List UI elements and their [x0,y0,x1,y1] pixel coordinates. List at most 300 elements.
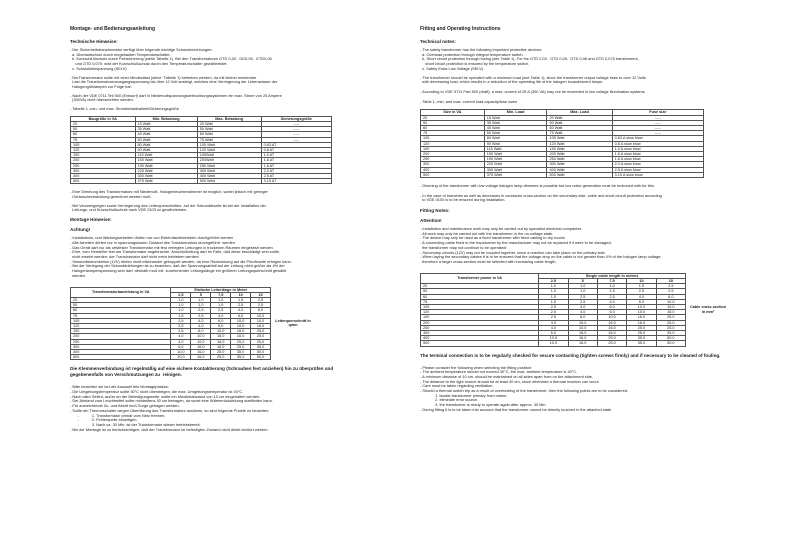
column-header: 5 [568,278,597,283]
table-cell: 250 [421,325,539,330]
table-cell: 1,0 [171,303,191,308]
table-cell: 1,0 [191,297,211,302]
table-cell: 0,8 AT [261,147,331,152]
table-cell: 120 Watt [547,141,612,146]
min-load-paragraph: - DerTransformator sollte mit einer Mindestlast (siehe Tabelle 1) betrieben werden, da mit kleiner werdender Last die Transformatorenausgangsspannung bis über 12 Volt ansteigt, welches eine Verringerung der Lebensdauer der Halogenglühlampen zur Folge hat. [70,74,278,89]
cable-cross-section-table [70,287,315,361]
table-cell: 190 Watt [484,157,547,162]
table-cell: 16.0 [597,330,626,335]
table-cell: 4.0 [597,299,626,304]
table-cell: 150 Watt [135,158,197,163]
table-cell: 50 Watt [547,120,612,125]
table-cell: 10.0 [597,315,626,320]
table-cell: 0.63 A slow blow [612,136,703,141]
table-cell: 2.0 A slow blow [612,162,703,167]
table-cell: 75 [71,137,136,142]
max-current-paragraph: - Nach der VDE 0711 Teil 500 (Entwurf) darf in Niedervoltspannungsbeleuchtungssystemen ein max. Strom von 25 Ampere (300VA) nicht überschritten werden. [70,92,282,103]
list-item: - Nach allen Seiten, außer an der Befestigungsseite, sollte ein Mindestabstand von 10 cm eingehalten werden. [70,393,261,399]
table-cell: 60 [71,132,136,137]
table-cell: 10,0 [251,313,271,318]
table-cell: 45 Watt [484,125,547,130]
table-cell: 25,0 [231,339,251,344]
list-item: - All work may only be carried out with the transformer in the no-voltage state. [420,230,554,236]
table-cell: 2,5 [191,313,211,318]
table-cell: 1.0 [539,294,568,299]
list-item: werden. [70,272,87,278]
table-cell: 80 Watt [135,142,197,147]
table-cell: 35 Watt [135,127,197,132]
table-cell: 3,15 AT [261,179,331,184]
column-header: Einfache Leiterlänge in Meter [171,287,271,292]
german-column [70,26,400,432]
max-current-paragraph: - According to VDE 0711 Part 500 (draft), a max. current of 25 A (300 VA) may not be exceeded in low voltage illumination systems. [420,88,646,94]
list-item: - The ambient temperature should not exceed 30°C, the max. ambient temperature is 40°C. [420,369,578,375]
list-item: - During fitting it is to be taken into account that the transformer cannot be directly touched in the attached state. [420,406,613,412]
table-cell: ----- [612,125,703,130]
table-cell: 16,0 [191,349,211,354]
technical-notes-list [70,48,400,72]
table-cell: 10,0 [231,318,251,323]
table-cell: 2,5 [171,329,191,334]
table-cell: 4,0 [171,339,191,344]
column-header: 7,5 [211,292,231,297]
table-cell: 4.0 [627,294,656,299]
list-item: - Care must be taken regarding ventilation. [420,383,494,389]
table-cell: 6,0 [191,329,211,334]
table1-caption: - Tabelle 1.-min. und max. Strombelastbarkeit/Sicherungsgröße [70,106,179,112]
column-header: 5 [191,292,211,297]
table-cell: 500 [421,172,485,177]
list-item: short circuit protection is ensured by the temperature switch. [420,61,530,67]
table-cell: ----- [612,120,703,125]
list-item: - Sollte ein Thermoschalter wegen Überhitzung des Transformators auslösen, so sind folgende Punkte zu beachten: [70,407,270,413]
table-cell: 200 [71,334,171,339]
column-header: Transformer power in VA [421,273,539,283]
column-header: 7.5 [597,278,626,283]
list-item: - The distance to the light source should be at least 30 cm, since otherwise a thermal reaction can occur. [420,378,600,384]
fitting-notes-list [70,236,400,278]
table-cell: 300 [421,162,485,167]
column-header: Max. Load [547,110,612,115]
list-item: - Alle Arbeiten dürfen nur in spannungslosem Zustand des Transformators durchgeführt werden. [70,239,237,245]
column-header: 15 [656,278,685,283]
table-cell: 50 [421,120,485,125]
table-cell: 75 [421,131,485,136]
table-cell: 16,0 [231,334,251,339]
table-cell: 6.0 [568,315,597,320]
fitting-position-list [420,366,795,413]
table-cell: 2.5 [597,294,626,299]
list-item: - When laying the secondary cables it is to be ensured that the voltage drop on the cable is not greater than 4% of the halogen lamp voltage; [420,254,662,260]
table-cell: 190 Watt [135,163,197,168]
table-cell: 0.8 A slow blow [612,141,703,146]
column-header: 10 [231,292,251,297]
list-item: - Für ausreichende Zu- und Abluft muß Sorge getragen werden. [70,403,180,409]
dimming-paragraph: - Dimming of the transformer with low voltage halogen lamp dimmers is possible but low noise generation must be reckoned with for this. [420,182,655,188]
table-row [421,341,731,346]
table-cell: 150 [421,315,539,320]
table-cell: 6.0 [597,310,626,315]
table-cell: 1,0 [191,303,211,308]
table-cell: 25.0 [597,336,626,341]
table-cell: 375 Watt [135,179,197,184]
table-cell: 200 [421,320,539,325]
table-cell: 25.0 [597,341,626,346]
table-cell: ----- [261,132,331,137]
column-header: Min. Belastung [135,116,197,121]
table-cell: 150 Watt [484,151,547,156]
table-cell: 500 [421,341,539,346]
table-cell: 1,5 [231,297,251,302]
table-cell: 50 Watt [484,131,547,136]
table-cell: 4,0 [211,313,231,318]
table-cell: 60 [71,308,171,313]
list-item: - Bitte beachten sie bei der Auswahl des Montageplatzes: [70,384,169,390]
table-cell: 10.0 [568,320,597,325]
table-cell: 6,0 [211,318,231,323]
table-cell: 2.5 [656,289,685,294]
table-cell: 200 [71,158,136,163]
table-cell: ----- [261,121,331,126]
table-cell: 500 Watt [197,179,261,184]
table-cell: 15 Watt [484,115,547,120]
list-item: - Installation and maintenance work may only be carried out by specialist electrical companies [420,226,582,232]
list-item: - A connecting cable fixed to the transformer by the manufacturer may not be replaced if it were to be damaged; [420,240,612,246]
table-cell: 1.5 [539,299,568,304]
table-cell: 10.0 [539,336,568,341]
table-cell: 105 Watt [197,142,261,147]
table-cell: 1.6 A slow blow [612,157,703,162]
column-header: Baugröße in VA [71,116,136,121]
technical-notes-heading: Technical notes: [420,39,456,44]
table-cell: 16,0 [251,323,271,328]
list-item: a. Überlastschutz durch eingebauten Temperaturschalter. [70,51,171,57]
table-cell: 50 Watt [197,127,261,132]
table-cell: 1.0 [568,284,597,289]
english-column [420,26,795,413]
table-cell: 400 Watt [197,173,261,178]
table-cell: 300 [71,168,136,173]
table-cell: 50 Watt [135,137,197,142]
table-cell: 50,0 [251,349,271,354]
table-cell: 16.0 [568,330,597,335]
table-cell: 2.5 A slow blow [612,167,703,172]
table-cell: 105 [71,142,136,147]
table-cell: 16,0 [211,339,231,344]
table-cell: ----- [261,137,331,142]
table-cell: 1,0 [171,297,191,302]
table-cell: 20 Watt [547,115,612,120]
table-cell: 35,0 [251,344,271,349]
column-header: Single cable length in metres [539,273,686,278]
table-cell: 6.0 [627,299,656,304]
table-cell: 20 [71,121,136,126]
load-fuse-table [420,109,704,178]
table-cell: 16.0 [568,336,597,341]
list-item: b. Kurzschlußschutz durch Feinsicherung (siehe Tabelle 1). Bei den Transformatoren GTD 0,02, GD0,05, GTD0,06 [70,56,272,62]
list-item: - The device may only be used as a fixed transformer with fixed cabling in dry rooms [420,235,565,241]
list-item: - Should a thermal switch trip as a result of overheating of the transformer, then the following points are to be considered: [420,388,629,394]
dimming-paragraph: - Eine Dimmung des Transformators mit Niedervolt- Halogenleuchtendimmer ist möglich, wobei jedoch mit geringer Geräuschentwicklung gerechnet werden muß. [70,189,268,200]
table-cell: 1.0 [568,289,597,294]
table-cell: 2,5 [251,303,271,308]
terminal-check-heading: The terminal connection is to be regularly checked for secure contacting (tighten screws firmly) and if necessary to be cleaned of fouling. [420,352,721,358]
table-cell: 400 [71,349,171,354]
table-cell: 16.0 [597,325,626,330]
attention-heading: Attention! [420,218,442,224]
table-cell: 250 [71,339,171,344]
table-cell: 25.0 [656,325,685,330]
table-cell: 200 [421,151,485,156]
list-item: - Installations- und Wartungsarbeiten dürfen nur von Elektrofachbetrieben durchgeführt werden [70,235,234,241]
table-cell: 16.0 [656,310,685,315]
table-cell: 2.5 [568,294,597,299]
table-cell: 10.0 [539,341,568,346]
table-cell: 45 Watt [135,132,197,137]
table-cell: 115 Watt [484,146,547,151]
cross-section-label: Leiterquerschnitt in qmm [275,319,311,328]
table-cell: 120 Watt [197,147,261,152]
table-cell: 75 [71,313,171,318]
table-cell: 120 [421,141,485,146]
table-cell: ----- [612,131,703,136]
table-cell: 6,0 [251,308,271,313]
attention-heading: Achtung! [70,227,91,233]
table-cell: 2.5 [539,315,568,320]
table-cell: 90 Watt [484,141,547,146]
table-cell: 16.0 [627,315,656,320]
min-load-paragraph: - The transformer should be operated with a minimum load (see Table 1), since the transformer output voltage rises to over 12 Volts with decreasing load, which results in a reduction of the operating life of the halogen incandescent lamps. [420,74,646,85]
table-cell: 50 [71,127,136,132]
table-cell: 400 [421,167,485,172]
table-cell: 2,5 AT [261,173,331,178]
table-cell: 6.0 [656,294,685,299]
table-cell: 16,0 [211,344,231,349]
technical-notes-heading: Technische Hinweise: [70,39,118,44]
table-cell: 4.0 [568,304,597,309]
table-cell: 120 [71,323,171,328]
list-item: 1. isolate transformer primary from mains. [420,392,508,398]
table-cell: 20 [71,297,171,302]
table-cell: 375 Watt [484,172,547,177]
table-cell: 35 Watt [484,120,547,125]
table-cell: 6,0 [211,323,231,328]
table-cell: 150 [71,153,136,158]
table-cell: 25,0 [251,329,271,334]
column-header: 2.5 [539,278,568,283]
table-cell: 2,5 [171,323,191,328]
column-header: 2,5 [171,292,191,297]
column-header: Min. Load [484,110,547,115]
column-header: 15 [251,292,271,297]
list-item: und GTD 0,075 wird der Kurzschlußschutz durch den Temperaturschalter gewährleistet. [70,61,228,67]
table-cell: 1.0 [539,289,568,294]
table-cell: 2.5 [627,289,656,294]
table-cell: 1,0 [171,308,191,313]
table-cell: 16,0 [191,344,211,349]
table-cell: 120 [71,147,136,152]
table-cell: 2,5 [251,297,271,302]
list-item: - Sekundärstromkreise (12V) dürfen nicht miteinander gekoppelt werden, da eine Rückwirkung auf die Primärseite erfolgen kann. [70,258,292,264]
table-cell: 300 [421,330,539,335]
column-header: Fuse size [612,110,703,115]
table-row [421,172,704,177]
table-cell: 35,0 [231,349,251,354]
table-cell: 35,0 [231,355,251,360]
fitting-notes-heading: Montage Hinweise: [70,217,112,223]
table-cell: 25,0 [211,355,231,360]
table-cell: 4.0 [539,320,568,325]
table-cell: 50 [421,289,539,294]
table-cell: 150 Watt [547,146,612,151]
table-cell: 25,0 [231,344,251,349]
table-cell: 25,0 [211,349,231,354]
list-item: - Secondary circuits (12V) may not be coupled together, since a reaction can take place on the primary side. [420,249,606,255]
list-item: Halogenlampenspannung sein darf; deshalb muß mit zunehmender Leitungslänge ein größerer Leitungsquerschnitt gewählt [70,268,287,274]
table-cell: 225 Watt [484,162,547,167]
table-cell: 225 Watt [135,168,197,173]
table-cell: 35.0 [627,341,656,346]
table-cell: 1.0 [597,284,626,289]
table-cell: 16.0 [597,320,626,325]
table-cell: 60 [421,125,485,130]
table-cell: 1.5 [597,289,626,294]
list-item: 3. the transformer is ready to operate again after approx. 30 Min. [420,402,547,408]
table-cell: 2.5 [656,284,685,289]
list-item: - 2. Fehlerquelle beseitigen. [70,417,138,423]
table-cell: 80 Watt [484,136,547,141]
list-item: a. Overload protection through integral temperature switch. [420,51,524,57]
table-cell: 500 [71,179,136,184]
list-item: - The safety transformer has the following important protective devices: [420,47,543,52]
document-title: Fitting and Operating Instructions [420,26,501,32]
list-item: c. Safety Extra Low Voltage (SELV) [420,65,484,71]
table-cell: 300 Watt [547,162,612,167]
table-cell: 150Watt [197,153,261,158]
table-cell: 250 [421,157,485,162]
table-cell: 60 Watt [197,132,261,137]
table-cell: 1,6 AT [261,163,331,168]
table-cell: 4,0 [171,334,191,339]
table-cell: 500 Watt [547,172,612,177]
table-cell: 90 Watt [135,147,197,152]
table-cell: 200 Watt [547,151,612,156]
table-cell: 1.5 [627,284,656,289]
table-cell: 4.0 [539,325,568,330]
table-cell: 105 [71,318,171,323]
table-cell: 4,0 [191,318,211,323]
table-cell: 25.0 [627,325,656,330]
table-cell: 300 [71,344,171,349]
table-cell: 16.0 [627,320,656,325]
table-cell: 105 Watt [547,136,612,141]
table-cell: 6.0 [597,304,626,309]
table-cell: 400 [421,336,539,341]
column-header: 10 [627,278,656,283]
column-header: Sicherungsgröße [261,116,331,121]
table-cell: 2,5 [231,303,251,308]
table-cell: 115 Watt [135,153,197,158]
table-cell: 300 Watt [484,167,547,172]
table-cell: 50.0 [656,336,685,341]
list-item: - Please consider the following when selecting the fitting position: [420,364,533,370]
table-cell: 3.15 A slow blow [612,172,703,177]
table-cell: 16.0 [568,341,597,346]
table-cell: 4.0 [568,310,597,315]
table-cell: 6,0 [171,344,191,349]
table-cell: 60 Watt [547,125,612,130]
table-cell: 6.0 [539,330,568,335]
column-header: Max. Belastung [197,116,261,121]
table-cell: 10,0 [211,329,231,334]
list-item: - Die Umgebungstemperatur sollte 30°C nicht übersteigen, die max. Umgebungstemperatur ist 40°C. [70,389,244,395]
table-cell: 2,5 [211,308,231,313]
table-cell: 16,0 [191,355,211,360]
table-cell: 25.0 [656,315,685,320]
fitting-notes-heading: Fitting Notes: [420,208,450,214]
table-cell: 20 [421,284,539,289]
fitting-notes-list [420,227,795,265]
table-cell: 15 Watt [135,121,197,126]
table-cell: 200Watt [197,158,261,163]
list-item: - Bei der Montage ist zu berücksichtigen, daß der Transformator im befestigten Zustand nicht direkt berührt werden [70,426,268,432]
list-item: therefore a larger cross-section must be selected with increasing cable length. [420,259,557,264]
list-item: 2. eliminate error source. [420,397,479,403]
table-cell: 1,0 AT [261,153,331,158]
table-cell: 1.0 A slow blow [612,146,703,151]
table-cell: 300 Watt [197,168,261,173]
table-cell: 2.5 [539,304,568,309]
table-cell: 500 [71,355,171,360]
table-cell: 1,6 AT [261,158,331,163]
table-cell: 20 Watt [197,121,261,126]
table-cell: 60 [421,294,539,299]
table-cell: 10.0 [656,299,685,304]
table-cell: 1.6 A slow blow [612,151,703,156]
table-cell: 2,0 AT [261,168,331,173]
load-fuse-table [70,116,332,185]
table-cell: 10.0 [627,304,656,309]
table-cell: 105 [421,304,539,309]
table-cell: 1,5 [171,313,191,318]
table-cell: 0,63 AT [261,142,331,147]
table-cell: 250 [71,163,136,168]
table-cell: 10,0 [171,355,191,360]
terminal-check-heading: Die Klemmenverbindung ist regelmäßig auf eine sichere Kontaktierung (Schrauben fest anziehen) hin zu überprüfen und gegebenenfalls von Verschmutzungen zu reinigen. [70,366,334,378]
table-cell: 1,5 [211,303,231,308]
list-item: - 1. Transformator primär vom Netz trennen. [70,412,166,418]
table-cell: 10.0 [627,310,656,315]
table-cell: 25.0 [627,330,656,335]
table-cell: 105 [421,136,485,141]
list-item: the transformer may not continue to be operated! [420,244,507,250]
table-cell: 75 [421,299,539,304]
table-cell: 4,0 [231,308,251,313]
table-cell: 10,0 [191,339,211,344]
list-item: b. Short circuit protection through fusing (see Table 1). For the GTD 0,02, GTD 0,05, GTD 0,06 and GTD 0,075 transformers, [420,56,639,62]
table-cell: 10,0 [191,334,211,339]
table-cell: 35.0 [656,330,685,335]
table-cell: 400 [71,173,136,178]
document-title: Montage- und Bedienungsanleitung [70,26,155,32]
cable-cross-section-table [420,273,730,347]
column-header: Transformatorbauleistung in VA [71,287,171,297]
table-cell: 150 [421,146,485,151]
table-cell: 1,0 [211,297,231,302]
list-item: - Der Sicherheitstransformator verfügt über folgende wichtige Schutzeinrichtungen: [70,47,213,52]
table-cell: 35.0 [627,336,656,341]
branching-paragraph: - Bei Verzweigungen sowie Verringerung des Leiterquerschnittes auf der Sekundärseite ist bei der Installation der Leitungs- und Kurzschlußschutz nach VDE 0100 zu gewährleisten. [70,202,266,213]
